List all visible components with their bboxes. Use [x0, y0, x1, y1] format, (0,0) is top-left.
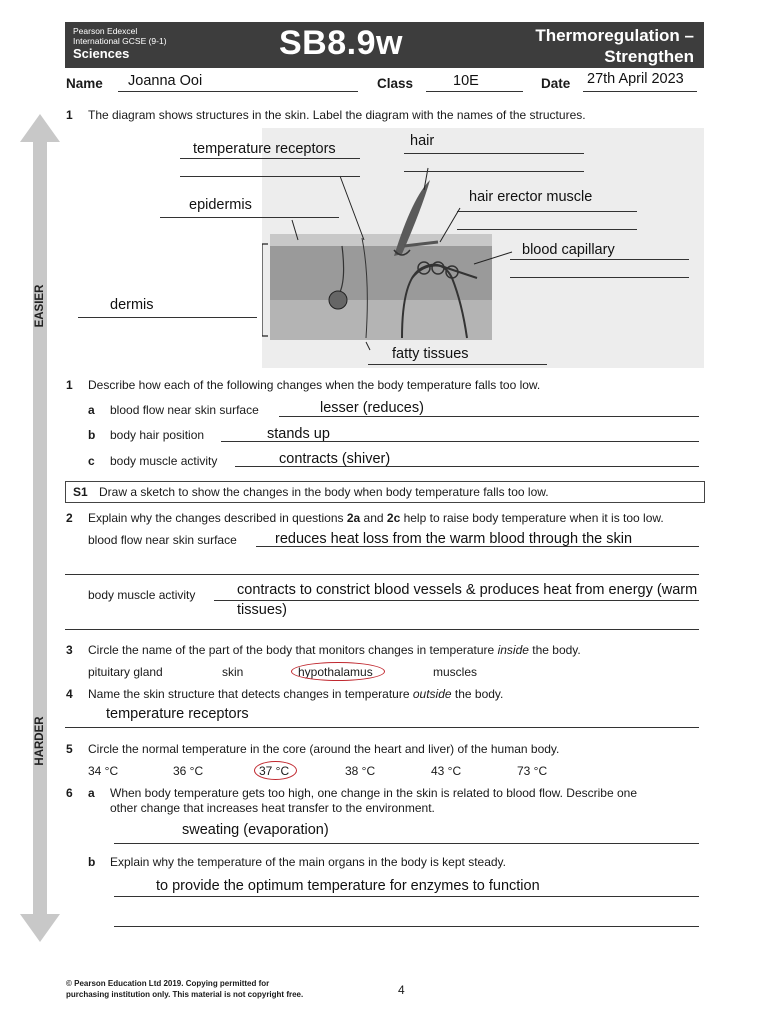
worksheet-code: SB8.9w	[279, 24, 403, 62]
q3-number: 3	[66, 643, 73, 657]
answer-line	[114, 843, 699, 844]
name-line	[118, 91, 358, 92]
q4-text-pre: Name the skin structure that detects changes in temperature	[88, 687, 413, 701]
label-line	[180, 176, 360, 177]
brand-line1: Pearson Edexcel	[73, 26, 138, 36]
name-label: Name	[66, 76, 103, 91]
q5-option-73[interactable]: 73 °C	[517, 764, 548, 778]
class-value[interactable]: 10E	[453, 73, 479, 89]
q2-item2-answer-line2[interactable]: tissues)	[237, 602, 287, 618]
q6b-letter: b	[88, 855, 96, 869]
label-blood-capillary[interactable]: blood capillary	[522, 242, 615, 258]
name-value[interactable]: Joanna Ooi	[128, 73, 203, 89]
q2-number: 2	[66, 511, 73, 525]
label-line	[457, 229, 637, 230]
harder-label: HARDER	[34, 716, 46, 766]
q2-text-pre: Explain why the changes described in questions	[88, 511, 347, 525]
date-line	[583, 91, 697, 92]
footer-copyright-line1: © Pearson Education Ltd 2019. Copying permitted for	[66, 979, 270, 988]
answer-line	[221, 441, 699, 442]
page-number: 4	[398, 983, 405, 997]
q1b-label: body hair position	[110, 428, 205, 442]
q4-text-post: the body.	[451, 687, 504, 701]
answer-line	[65, 574, 699, 575]
brand-block	[73, 26, 167, 61]
label-line	[404, 153, 584, 154]
q5-option-37[interactable]: 37 °C	[259, 764, 290, 778]
q6a-answer[interactable]: sweating (evaporation)	[182, 822, 329, 838]
q3-text	[88, 643, 581, 657]
q6-number: 6	[66, 786, 73, 800]
q2-text-mid: and	[360, 511, 387, 525]
answer-line	[256, 546, 699, 547]
q4-answer[interactable]: temperature receptors	[106, 706, 249, 722]
q2-ref2: 2c	[386, 511, 401, 525]
label-line	[160, 217, 339, 218]
label-line	[368, 364, 547, 365]
q2-ref1: 2a	[346, 511, 361, 525]
q6a-letter: a	[88, 786, 95, 800]
label-hair-erector-muscle[interactable]: hair erector muscle	[469, 189, 593, 205]
q5-option-38[interactable]: 38 °C	[345, 764, 376, 778]
q5-number: 5	[66, 742, 73, 756]
s1-text: Draw a sketch to show the changes in the body when body temperature falls too low.	[99, 485, 549, 499]
label-temperature-receptors[interactable]: temperature receptors	[193, 141, 336, 157]
q1b-text: Describe how each of the following changes when the body temperature falls too low.	[88, 378, 541, 392]
q3-text-pre: Circle the name of the part of the body that monitors changes in temperature	[88, 643, 498, 657]
footer-copyright	[66, 978, 303, 1000]
answer-line	[235, 466, 699, 467]
brand-line3: Sciences	[73, 46, 130, 61]
title-line2: Strengthen	[604, 47, 694, 66]
label-line	[78, 317, 257, 318]
label-line	[404, 171, 584, 172]
q3-text-post: the body.	[528, 643, 581, 657]
q2-text-post: help to raise body temperature when it is too low.	[400, 511, 664, 525]
worksheet-title	[535, 25, 694, 67]
q1b-answer[interactable]: stands up	[267, 426, 330, 442]
q5-text: Circle the normal temperature in the core (around the heart and liver) of the human body.	[88, 742, 560, 756]
date-value[interactable]: 27th April 2023	[587, 71, 684, 87]
q6b-answer[interactable]: to provide the optimum temperature for enzymes to function	[156, 878, 540, 894]
q2-item2-answer-line1[interactable]: contracts to constrict blood vessels & produces heat from energy (warm	[237, 582, 698, 598]
q1c-label: body muscle activity	[110, 454, 218, 468]
q2-item1-answer[interactable]: reduces heat loss from the warm blood through the skin	[275, 531, 633, 547]
q2-item1-label: blood flow near skin surface	[88, 533, 237, 547]
q1-number: 1	[66, 108, 73, 122]
label-dermis[interactable]: dermis	[110, 297, 154, 313]
difficulty-arrow	[18, 112, 62, 944]
label-hair[interactable]: hair	[410, 133, 435, 149]
s1-number: S1	[73, 485, 88, 499]
q6a-text-line2: other change that increases heat transfer to the environment.	[110, 801, 435, 815]
q1a-letter: a	[88, 403, 95, 417]
answer-line	[65, 727, 699, 728]
worksheet-header	[65, 22, 704, 68]
label-epidermis[interactable]: epidermis	[189, 197, 252, 213]
brand-line2: International GCSE (9-1)	[73, 36, 167, 46]
q4-text-em: outside	[412, 687, 452, 701]
q6a-text-line1: When body temperature gets too high, one change in the skin is related to blood flow. Describe one	[110, 786, 637, 800]
q5-option-43[interactable]: 43 °C	[431, 764, 462, 778]
answer-line	[279, 416, 699, 417]
answer-line	[214, 600, 699, 601]
q4-text	[88, 687, 503, 701]
label-line	[510, 277, 689, 278]
footer-copyright-line2: purchasing institution only. This material is not copyright free.	[66, 990, 304, 999]
q1-text: The diagram shows structures in the skin. Label the diagram with the names of the structures.	[88, 108, 586, 122]
skin-diagram	[262, 128, 704, 368]
q3-option-hypothalamus[interactable]: hypothalamus	[298, 665, 373, 679]
q2-item2-label: body muscle activity	[88, 588, 196, 602]
q1b-number: 1	[66, 378, 73, 392]
q3-option-muscles[interactable]: muscles	[433, 665, 478, 679]
q5-option-36[interactable]: 36 °C	[173, 764, 204, 778]
q1c-letter: c	[88, 454, 95, 468]
label-line	[180, 158, 360, 159]
answer-line	[65, 629, 699, 630]
label-line	[510, 259, 689, 260]
class-line	[426, 91, 523, 92]
q3-option-pituitary[interactable]: pituitary gland	[88, 665, 163, 679]
q5-answer-circle	[254, 761, 297, 780]
q6b-text: Explain why the temperature of the main organs in the body is kept steady.	[110, 855, 506, 869]
q1a-label: blood flow near skin surface	[110, 403, 259, 417]
class-label: Class	[377, 76, 414, 91]
q1c-answer[interactable]: contracts (shiver)	[279, 451, 391, 467]
title-line1: Thermoregulation –	[535, 26, 694, 45]
q3-answer-circle	[291, 662, 385, 681]
q2-text	[88, 511, 664, 525]
date-label: Date	[541, 76, 571, 91]
label-line	[457, 211, 637, 212]
q5-option-34[interactable]: 34 °C	[88, 764, 119, 778]
easier-label: EASIER	[34, 284, 46, 328]
label-fatty-tissues[interactable]: fatty tissues	[392, 346, 469, 362]
q3-option-skin[interactable]: skin	[222, 665, 244, 679]
answer-line	[114, 926, 699, 927]
q1a-answer[interactable]: lesser (reduces)	[320, 400, 424, 416]
q1b-letter: b	[88, 428, 96, 442]
q3-text-em: inside	[497, 643, 529, 657]
answer-line	[114, 896, 699, 897]
q4-number: 4	[66, 687, 73, 701]
